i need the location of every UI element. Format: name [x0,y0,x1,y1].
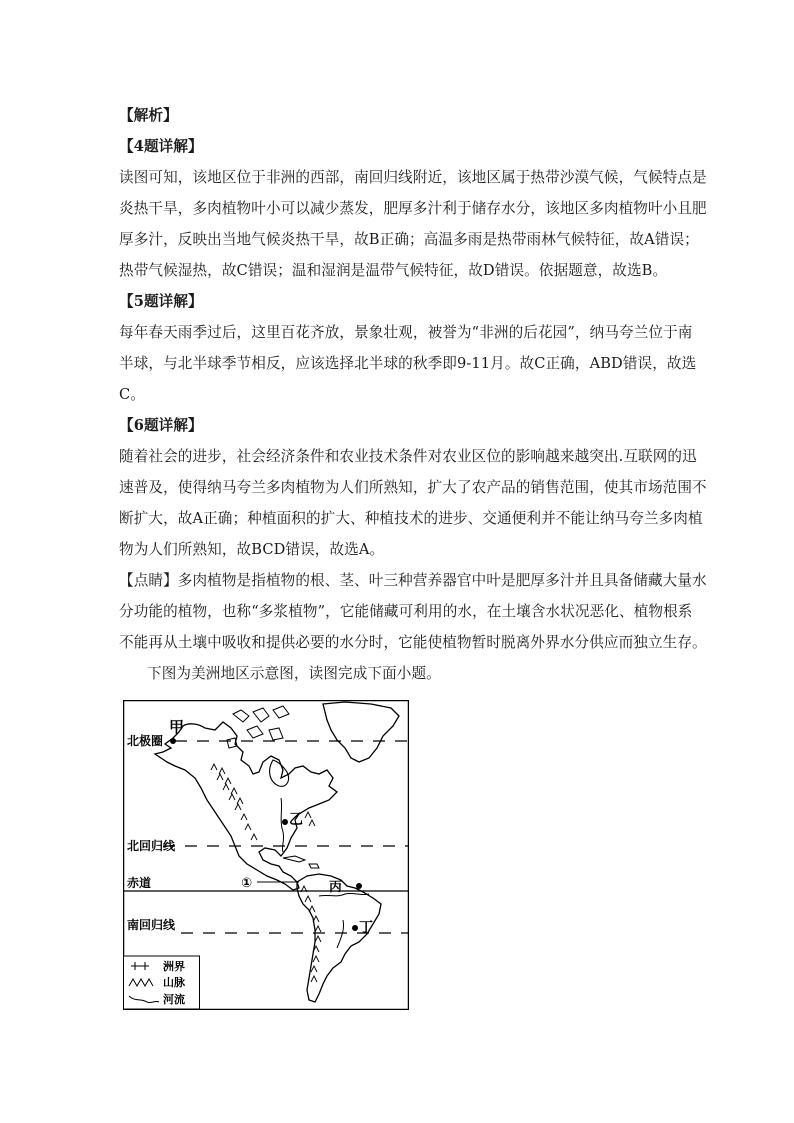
text-line-q4-body-4: 热带气候湿热，故C错误；温和湿润是温带气候特征，故D错误。依据题意，故选B。 [119,262,668,279]
text-line-q4-body-2: 炎热干旱，多肉植物叶小可以减少蒸发，肥厚多汁利于储存水分，该地区多肉植物叶小且肥 [119,200,707,217]
text-line-q4-body-3: 厚多汁，反映出当地气候炎热干旱，故B正确；高温多雨是热带雨林气候特征，故A错误； [119,231,699,248]
text-line-intro: 下图为美洲地区示意图，读图完成下面小题。 [147,665,441,682]
equator-label: 赤道 [127,876,152,890]
text-line-q5-body-3: C。 [119,386,145,403]
text-line-q5-body-2: 半球，与北半球季节相反，应该选择北半球的秋季即9-11月。故C正确，ABD错误，故选 [119,355,697,372]
americas-map-figure [123,700,409,1010]
map-legend [124,956,200,1009]
text-line-q6-body-3: 断扩大，故A正确；种植面积的扩大、种植技术的进步、交通便利并不能让纳马夸兰多肉植 [119,510,703,527]
text-line-tip-3: 不能再从土壤中吸收和提供必要的水分时，它能使植物暂时脱离外界水分供应而独立生存。 [119,634,707,651]
arctic-circle-label: 北极圈 [127,734,164,748]
point-bing-dot [356,883,362,889]
point-jia-dot [170,738,176,744]
document-text [119,100,707,689]
text-line-q5-body-1: 每年春天雨季过后，这里百花齐放，景象壮观，被誉为“非洲的后花园”，纳马夸兰位于南 [119,324,693,341]
legend-river-label: 河流 [163,993,185,1006]
text-line-q6-heading: 【6题详解】 [119,417,203,434]
legend-boundary-label: 洲界 [163,960,185,973]
point-one-label: ① [241,876,253,891]
point-bing-label: 丙 [329,880,343,895]
text-line-q6-body-1: 随着社会的进步，社会经济条件和农业技术条件对农业区位的影响越来越突出.互联网的迅 [119,448,697,465]
text-line-q5-heading: 【5题详解】 [119,293,203,310]
text-line-tip-2: 分功能的植物，也称“多浆植物”，它能储藏可利用的水，在土壤含水状况恶化、植物根系 [119,603,693,620]
text-line-q6-body-2: 速普及，使得纳马夸兰多肉植物为人们所熟知，扩大了农产品的销售范围，使其市场范围不 [119,479,707,496]
tropic-capricorn-label: 南回归线 [127,918,176,932]
point-ding-dot [352,925,358,931]
point-jia-label: 甲 [169,718,185,736]
text-line-q6-body-4: 物为人们所熟知，故BCD错误，故选A。 [119,541,385,558]
americas-map [123,700,409,1010]
point-yi-dot [282,819,288,825]
text-line-analysis-heading: 【解析】 [119,107,178,124]
legend-mountains-label: 山脉 [163,976,185,989]
tropic-cancer-label: 北回归线 [127,839,176,853]
point-ding-label: 丁 [359,920,373,936]
text-line-tip-1: 【点睛】多肉植物是指植物的根、茎、叶三种营养器官中叶是肥厚多汁并且具备储藏大量水 [119,572,707,589]
point-yi-label: 乙 [289,812,303,828]
text-line-q4-body-1: 读图可知，该地区位于非洲的西部，南回归线附近，该地区属于热带沙漠气候，气候特点是 [119,169,707,186]
text-line-q4-heading: 【4题详解】 [119,138,203,155]
